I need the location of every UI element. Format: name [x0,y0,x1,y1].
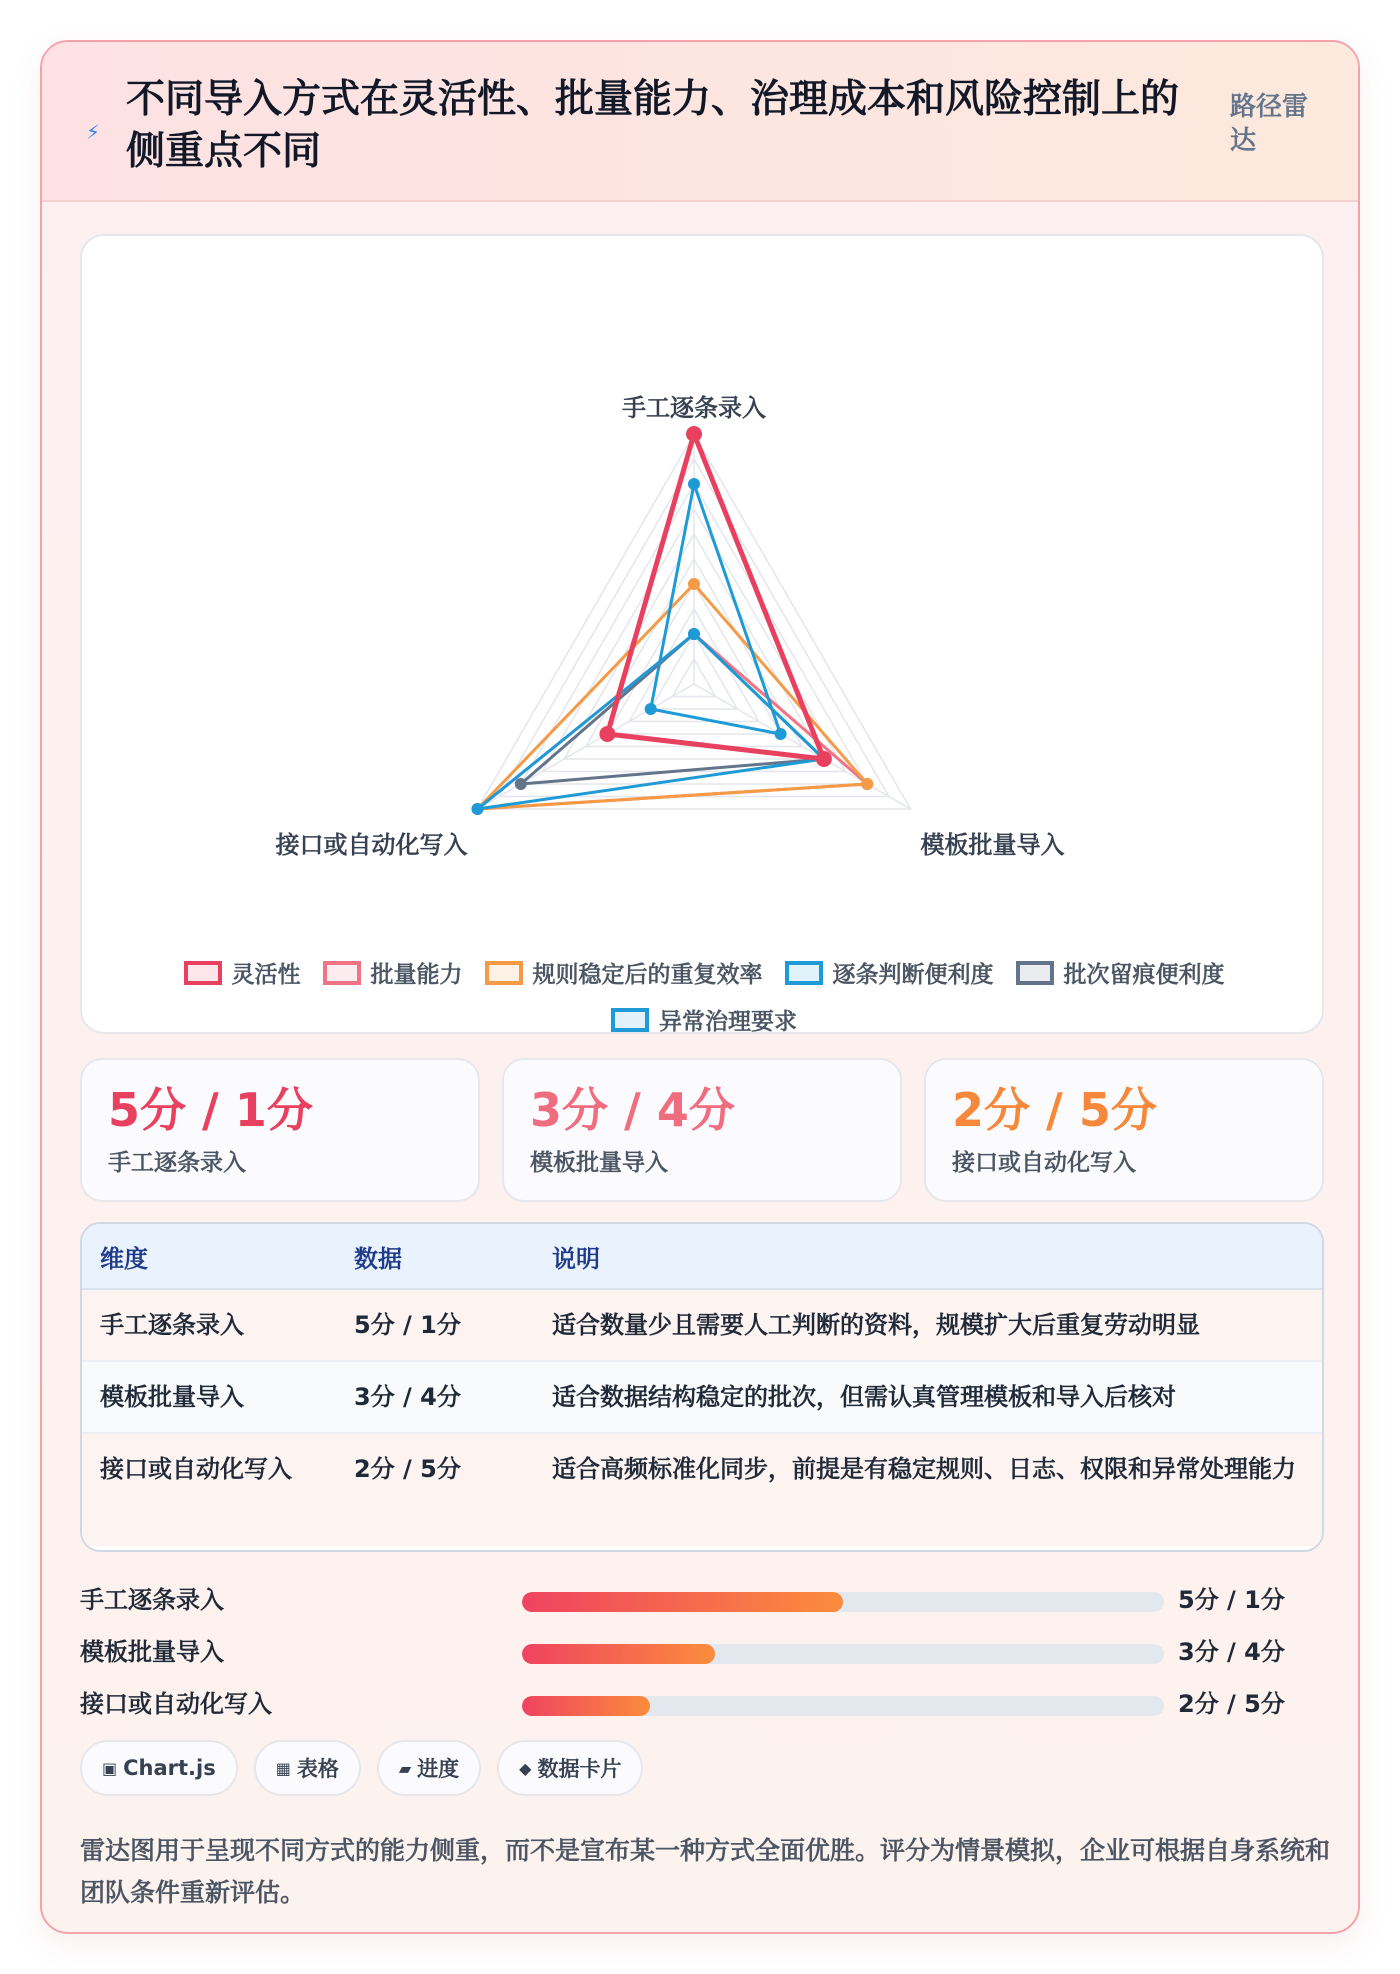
progress-label: 模板批量导入 [80,1638,224,1666]
tag-list [80,1740,659,1796]
header [42,42,1358,202]
progress-fill [522,1592,843,1612]
legend-label: 批量能力 [370,962,463,988]
radar-chart [82,236,1326,936]
tag-label: 数据卡片 [537,1757,622,1781]
stat-label: 手工逐条录入 [108,1150,246,1176]
progress-label: 手工逐条录入 [80,1586,224,1614]
data-table [80,1222,1324,1552]
axis-label: 手工逐条录入 [622,394,766,422]
legend-swatch [184,961,222,985]
table-row [82,1362,1322,1434]
progress-fill [522,1644,715,1664]
data-point[interactable] [688,478,700,490]
legend-label: 批次留痕便利度 [1063,962,1225,988]
table-cell: 适合数据结构稳定的批次，但需认真管理模板和导入后核对 [552,1383,1176,1411]
stat-card [80,1058,480,1202]
page-subtitle: 路径雷达 [1230,92,1309,156]
data-point[interactable] [775,728,787,740]
data-point[interactable] [861,778,873,790]
legend-label: 灵活性 [231,962,301,988]
stat-value: 3分 / 4分 [530,1083,735,1137]
progress-row [80,1624,1324,1676]
legend-swatch [323,961,361,985]
data-point[interactable] [471,803,483,815]
table-cell: 5分 / 1分 [354,1311,461,1339]
radar-chart-panel [80,234,1324,1034]
chart-icon: ▣ [102,1758,118,1778]
tag-label: 表格 [296,1757,339,1781]
legend-item[interactable] [323,956,463,989]
legend-label: 异常治理要求 [659,1009,797,1035]
stat-value: 5分 / 1分 [108,1083,313,1137]
table-cell: 3分 / 4分 [354,1383,461,1411]
chart-legend [122,956,1286,1036]
legend-label: 规则稳定后的重复效率 [532,962,763,988]
data-point[interactable] [686,426,702,442]
column-header: 说明 [552,1244,600,1273]
report-card [40,40,1360,1934]
progress-value: 5分 / 1分 [1178,1586,1285,1614]
stat-label: 模板批量导入 [530,1150,668,1176]
table-row [82,1434,1322,1546]
axis-label: 模板批量导入 [920,831,1065,859]
data-point[interactable] [688,578,700,590]
data-point[interactable] [816,751,832,767]
progress-icon: ▰ [398,1758,412,1778]
footnote: 雷达图用于呈现不同方式的能力侧重，而不是宣布某一种方式全面优胜。评分为情景模拟，企业可根据自身系统和团队条件重新评估。 [80,1836,1331,1907]
stat-card [502,1058,902,1202]
legend-item[interactable] [1016,956,1225,989]
table-body [82,1290,1322,1546]
tag-chip[interactable] [80,1740,238,1796]
table-icon: ▦ [275,1758,291,1778]
table-header [82,1224,1322,1290]
progress-fill [522,1696,650,1716]
data-point[interactable] [645,703,657,715]
table-row [82,1290,1322,1362]
legend-item[interactable] [485,956,763,989]
progress-label: 接口或自动化写入 [80,1690,272,1718]
table-cell: 手工逐条录入 [100,1311,244,1339]
bolt-icon: ⚡ [86,120,101,144]
progress-track [522,1644,1164,1664]
tag-label: 进度 [417,1757,460,1781]
stat-value: 2分 / 5分 [952,1083,1157,1137]
progress-track [522,1592,1164,1612]
tag-chip[interactable] [497,1740,643,1796]
legend-swatch [485,961,523,985]
table-cell: 适合高频标准化同步，前提是有稳定规则、日志、权限和异常处理能力 [552,1455,1296,1483]
legend-item[interactable] [611,1003,797,1036]
data-point[interactable] [688,628,700,640]
progress-value: 3分 / 4分 [1178,1638,1285,1666]
legend-swatch [611,1008,649,1032]
data-point[interactable] [515,778,527,790]
legend-swatch [1016,961,1054,985]
progress-list [80,1572,1324,1728]
stat-card [924,1058,1324,1202]
axis-label: 接口或自动化写入 [275,831,468,859]
legend-label: 逐条判断便利度 [832,962,994,988]
stat-label: 接口或自动化写入 [952,1150,1136,1176]
tag-label: Chart.js [123,1756,216,1780]
tag-chip[interactable] [377,1740,481,1796]
stat-cards [80,1058,1324,1202]
column-header: 维度 [100,1244,148,1273]
progress-row [80,1572,1324,1624]
table-cell: 2分 / 5分 [354,1455,461,1483]
legend-item[interactable] [785,956,994,989]
tag-chip[interactable] [254,1740,361,1796]
card-icon: ◆ [519,1758,532,1778]
legend-item[interactable] [184,956,301,989]
progress-value: 2分 / 5分 [1178,1690,1285,1718]
data-point[interactable] [599,726,615,742]
legend-swatch [785,961,823,985]
table-cell: 模板批量导入 [100,1383,244,1411]
progress-track [522,1696,1164,1716]
progress-row [80,1676,1324,1728]
table-cell: 接口或自动化写入 [100,1455,292,1483]
page-title: 不同导入方式在灵活性、批量能力、治理成本和风险控制上的侧重点不同 [126,77,1180,174]
table-cell: 适合数量少且需要人工判断的资料，规模扩大后重复劳动明显 [552,1311,1200,1339]
column-header: 数据 [354,1244,402,1273]
